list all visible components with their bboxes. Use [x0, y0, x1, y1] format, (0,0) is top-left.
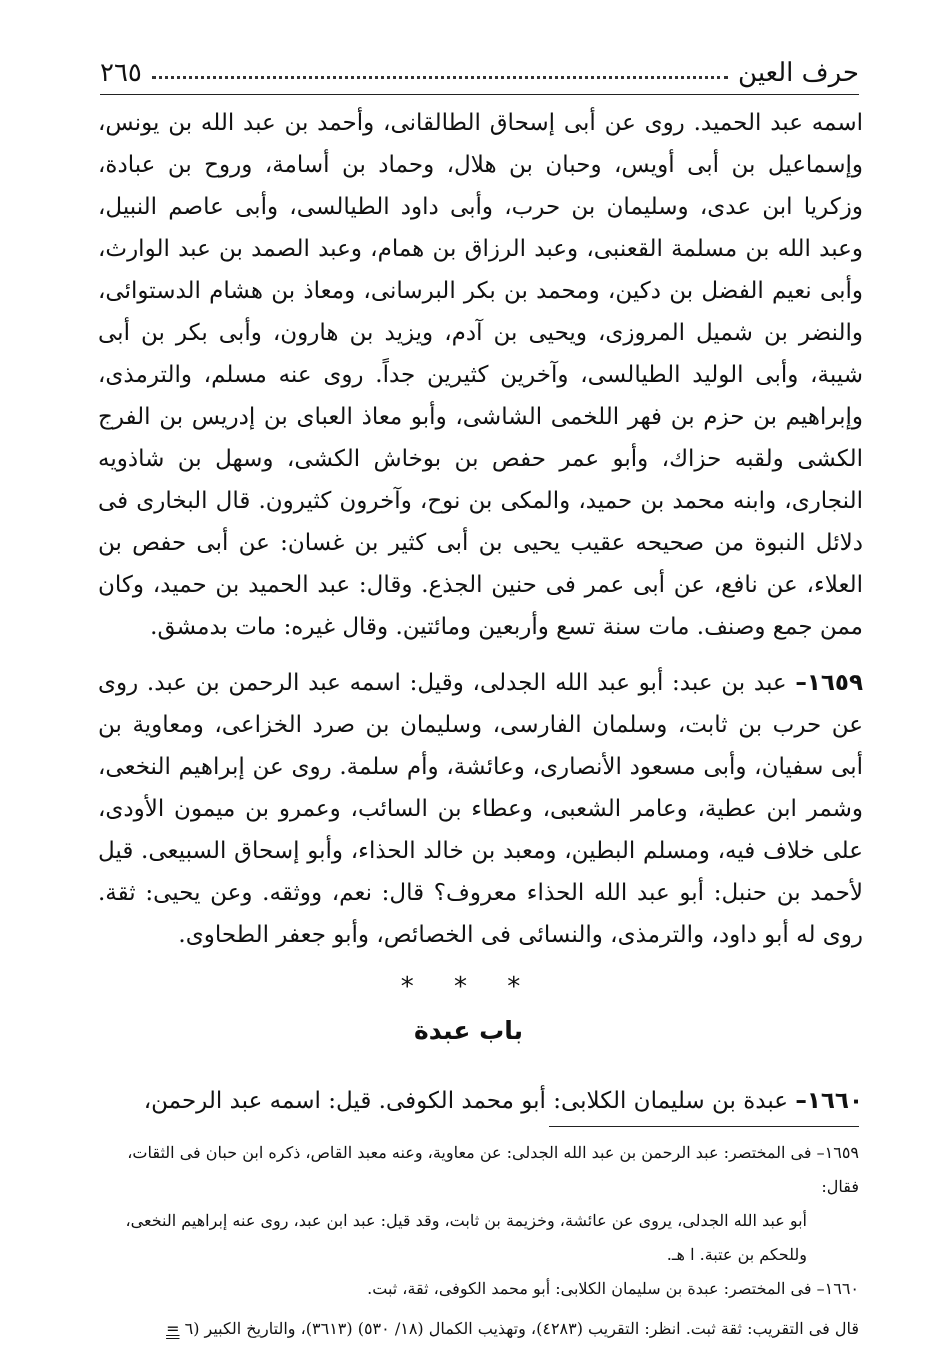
entry-text: عبدة بن سليمان الكلابى: أبو محمد الكوفى. قيل: اسمه عبد الرحمن،	[143, 1088, 789, 1114]
entry-number: ١٦٥٩–	[795, 670, 863, 696]
footnotes	[98, 1136, 859, 1346]
entry-1659	[98, 662, 863, 956]
dotted-leader	[152, 76, 728, 79]
entry-1660	[98, 1080, 863, 1122]
entry-text: عبد بن عبد: أبو عبد الله الجدلى، وقيل: اسمه عبد الرحمن بن عبد. روى عن حرب بن ثابت، وسلمان الفارسى، وسليمان بن صرد الخزاعى، ومعاوية بن أبى سفيان، وأبى مسعود الأنصارى، وعائشة، وأم سلمة. روى عن إبراهيم النخعى، وشمر ابن عطية، وعامر الشعبى، وعطاء بن السائب، وعمرو بن ميمون الأودى، على خلاف فيه، ومسلم البطين، ومعبد بن خالد الحذاء، وأبو إسحاق السبيعى. قيل لأحمد بن حنبل: أبو عبد الله الحذاء معروف؟ قال: نعم، ووثقه. وعن يحيى: ثقة. روى له أبو داود، والترمذى، والنسائى فى الخصائص، وأبو جعفر الطحاوى.	[98, 670, 863, 948]
continuation-mark: =	[166, 1319, 180, 1338]
chapter-title: باب عبدة	[413, 1016, 524, 1045]
entry-number: ١٦٦٠–	[795, 1088, 863, 1114]
footnote-1660-line	[98, 1312, 859, 1346]
paragraph-continuation: اسمه عبد الحميد. روى عن أبى إسحاق الطالقانى، وأحمد بن عبد الله بن يونس، وإسماعيل بن أبى أويس، وحبان بن هلال، وحماد بن أسامة، وروح بن عبادة، وزكريا ابن عدى، وسليمان بن حرب، وأبى داود الطيالسى، وأبى عاصم النبيل، وعبد الله بن مسلمة القعنبى، وعبد الرزاق بن همام، وعبد الصمد بن عبد الوارث، وأبى نعيم الفضل بن دكين، ومحمد بن بكر البرسانى، ومعاذ بن هشام الدستوائى، والنضر بن شميل المروزى، ويحيى بن آدم، ويزيد بن هارون، وأبى بكر بن أبى شيبة، وأبى الوليد الطيالسى، وآخرين كثيرين جداً. روى عنه مسلم، والترمذى، وإبراهيم بن حزم بن فهر اللخمى الشاشى، وأبو معاذ العباى بن إدريس بن الفرج الكشى ولقبه حزاك، وأبو عمر حفص بن بوخاش الكشى، وسهل بن شاذويه النجارى، وابنه محمد بن حميد، والمكى بن نوح، وآخرون كثيرون. قال البخارى فى دلائل النبوة من صحيحه عقيب يحيى بن أبى كثير بن غسان: عن أبى حفص بن العلاء، عن نافع، عن أبى عمر فى حنين الجذع. وقال: عبد الحميد بن حميد، وكان ممن جمع وصنف. مات سنة تسع وأربعين ومائتين. وقال غيره: مات بدمشق.	[98, 110, 863, 640]
footnote-divider	[549, 1126, 859, 1127]
footnote-1660-line: ١٦٦٠– فى المختصر: عبدة بن سليمان الكلابى: أبو محمد الكوفى، ثقة، ثبت.	[367, 1279, 859, 1298]
footnote-1659-line: وللحكم بن عتبة. ا هـ.	[666, 1245, 807, 1264]
running-title: حرف العين	[738, 58, 859, 88]
section-separator: * * *	[400, 972, 537, 1002]
footnote-1659-line: أبو عبد الله الجدلى، يروى عن عائشة، وخزيمة بن ثابت، وقد قيل: عبد ابن عبد، روى عنه إبراهيم النخعى،	[125, 1211, 807, 1230]
main-text	[98, 102, 863, 956]
footnote-1659-line: ١٦٥٩– فى المختصر: عبد الرحمن بن عبد الله الجدلى: عن معاوية، وعنه معبد القاص، ذكره ابن حبان فى الثقات، فقال:	[127, 1143, 859, 1196]
page-header	[100, 40, 859, 95]
footnote-1660-text: قال فى التقريب: ثقة ثبت. انظر: التقريب (٤٢٨٣)، وتهذيب الكمال (١٨/ ٥٣٠) (٣٦١٣)، والتاريخ الكبير (٦	[184, 1319, 859, 1338]
page-number: ٢٦٥	[100, 58, 142, 88]
